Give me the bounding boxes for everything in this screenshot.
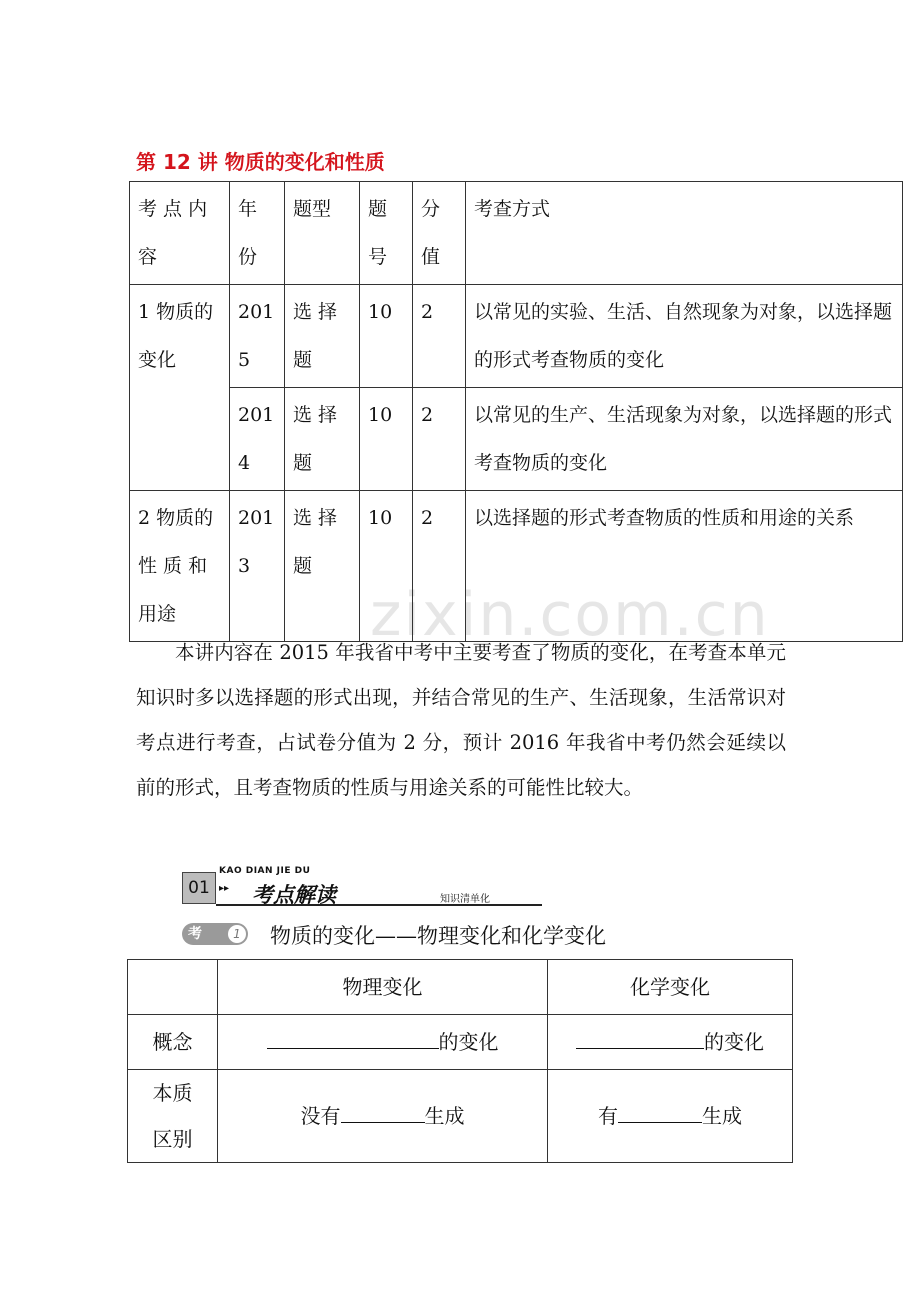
chemical-essence-cell [548,1070,793,1163]
score-cell: 2 [413,388,466,491]
num-cell: 10 [360,491,413,642]
physical-essence-cell [218,1070,548,1163]
blank-suffix: 生成 [424,1104,465,1128]
header-score: 分 值 [413,182,466,285]
topic-cell: 2 物质的性 质 和用途 [130,491,230,642]
compare-header-row [128,960,793,1015]
table-row [130,388,903,491]
chemical-concept-cell [548,1015,793,1070]
watermark: zixin.com.cn [370,580,770,650]
year-cell: 2014 [230,388,285,491]
section-banner [182,866,542,910]
header-year: 年 份 [230,182,285,285]
num-cell: 10 [360,285,413,388]
blank-prefix: 没有 [300,1104,341,1128]
topic-cell: 1 物质的变化 [130,285,230,491]
header-type: 题型 [285,182,360,285]
row-label: 概念 [128,1015,218,1070]
section-number-badge: 01 [182,872,216,904]
blank-suffix: 的变化 [438,1030,499,1054]
physical-concept-cell [218,1015,548,1070]
answer-blank[interactable] [341,1102,425,1123]
method-cell: 以常见的生产、生活现象为对象，以选择题的形式考查物质的变化 [466,388,903,491]
blank-suffix: 生成 [702,1104,742,1128]
exam-info-table [129,181,903,642]
compare-header-chemical: 化学变化 [548,960,793,1015]
compare-table [127,959,793,1163]
table-row [130,491,903,642]
banner-underline [216,904,542,906]
double-arrow-icon: ▸▸ [219,883,230,894]
blank-suffix: 的变化 [704,1030,764,1054]
answer-blank[interactable] [267,1028,439,1049]
blank-prefix: 有 [598,1104,618,1128]
kaodian-title: 物质的变化——物理变化和化学变化 [270,924,606,948]
banner-pinyin: KAO DIAN JIE DU [219,866,311,876]
row-label-text: 本质区别 [152,1081,193,1151]
type-cell: 选 择 题 [285,491,360,642]
type-cell: 选 择 题 [285,388,360,491]
lecture-title: 第 12 讲 物质的变化和性质 [136,150,385,174]
kaodian-label: 考点 [188,926,202,964]
header-topic: 考 点 内 容 [130,182,230,285]
row-label [128,1070,218,1163]
compare-header-physical: 物理变化 [218,960,548,1015]
compare-corner [128,960,218,1015]
intro-text: 本讲内容在 2015 年我省中考中主要考查了物质的变化，在考查本单元知识时多以选择题的形式出现，并结合常见的生产、生活现象，生活常识对考点进行考查，占试卷分值为 2 分，预计 2016 年我省中考仍然会延续以前的形式，且考查物质的性质与用途关系的可能性比较大。 [136,641,786,799]
header-method: 考查方式 [466,182,903,285]
type-cell: 选 择 题 [285,285,360,388]
score-cell: 2 [413,491,466,642]
answer-blank[interactable] [576,1028,704,1049]
intro-paragraph [136,630,786,810]
table-header-row [130,182,903,285]
table-row [130,285,903,388]
banner-heading: 考点解读 [252,883,336,907]
compare-row [128,1015,793,1070]
header-num: 题 号 [360,182,413,285]
year-cell: 2013 [230,491,285,642]
method-cell: 以选择题的形式考查物质的性质和用途的关系 [466,491,903,642]
answer-blank[interactable] [618,1102,702,1123]
banner-subtitle: 知识清单化 [440,894,490,905]
compare-row [128,1070,793,1163]
method-cell: 以常见的实验、生活、自然现象为对象，以选择题的形式考查物质的变化 [466,285,903,388]
score-cell: 2 [413,285,466,388]
num-cell: 10 [360,388,413,491]
kaodian-number: 1 [228,925,246,943]
year-cell: 2015 [230,285,285,388]
